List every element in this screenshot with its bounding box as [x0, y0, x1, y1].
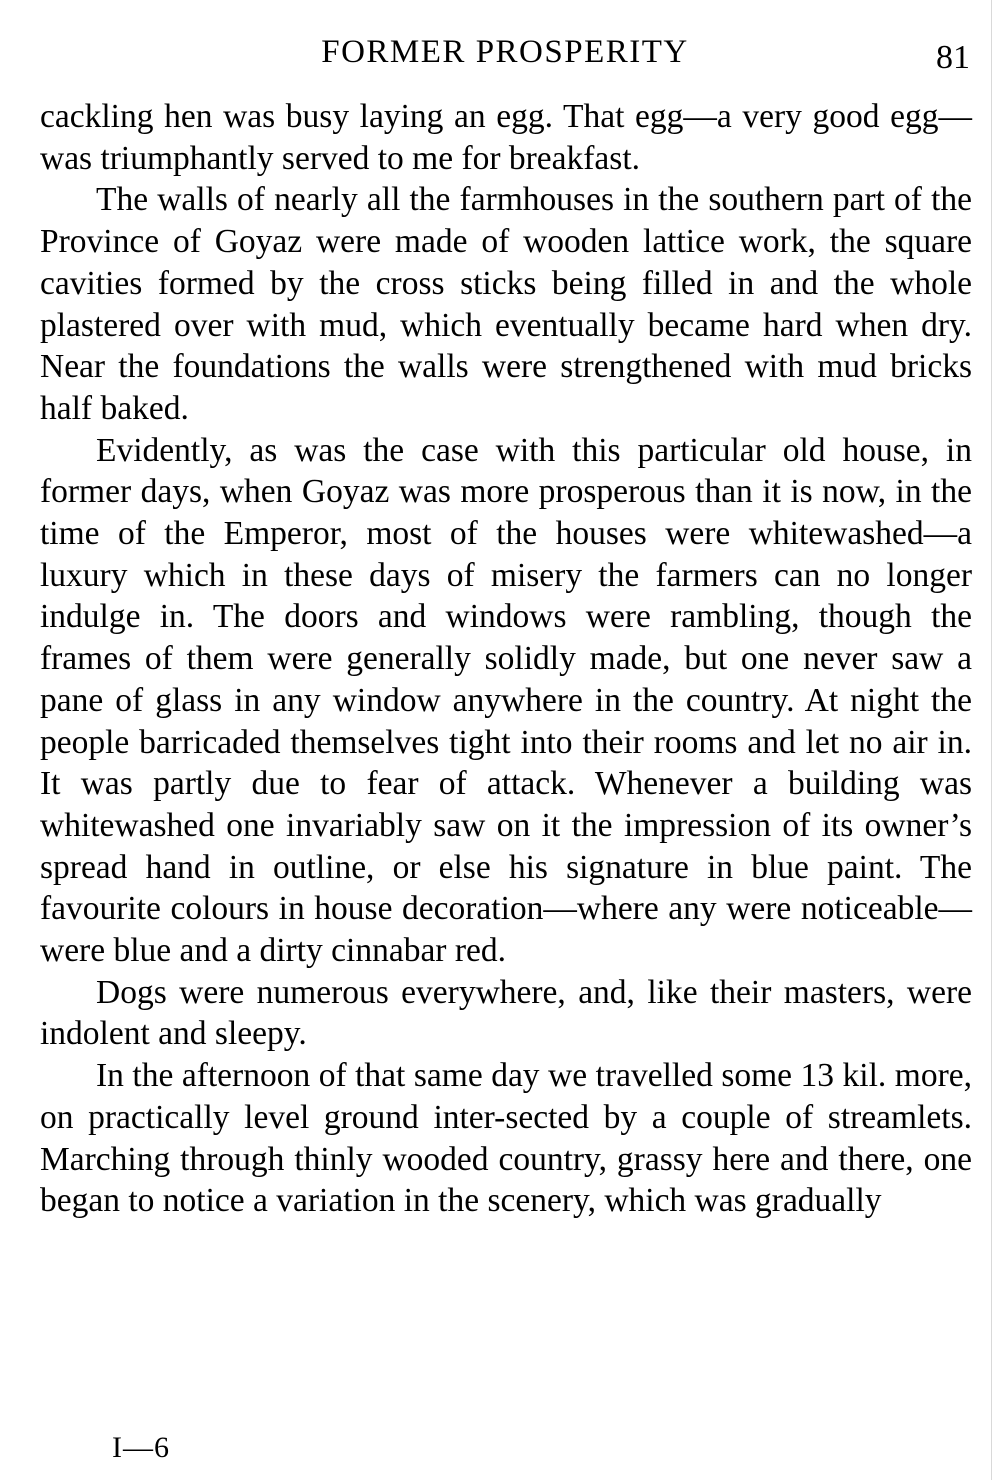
- page-edge-divider: [991, 0, 992, 1480]
- running-title: FORMER PROSPERITY: [321, 34, 689, 70]
- page-number: 81: [936, 39, 970, 76]
- paragraph: Evidently, as was the case with this particular old house, in former days, when Goyaz was more prosperous than it is now, in the time of the Emperor, most of the houses were whitewashed—a luxury which in these days of misery the farmers can no longer indulge in. The doors and windows were rambling, though the frames of them were generally solidly made, but one never saw a pane of glass in any window anywhere in the country. At night the people barricaded themselves tight into their rooms and let no air in. It was partly due to fear of attack. Whenever a building was whitewashed one invariably saw on it the impression of its owner’s spread hand in outline, or else his signature in blue paint. The favourite colours in house decoration—where any were noticeable—were blue and a dirty cinnabar red.: [40, 431, 972, 970]
- running-head: [40, 30, 970, 74]
- paragraph: In the afternoon of that same day we travelled some 13 kil. more, on practically level ground inter-sected by a couple of streamlets. Marching through thinly wooded country, grassy here and there, one began to notice a variation in the scenery, which was gradually: [40, 1057, 972, 1220]
- paragraph: Dogs were numerous everywhere, and, like their masters, were indolent and sleepy.: [40, 973, 972, 1053]
- paragraph-continued: cackling hen was busy laying an egg. That egg—a very good egg—was triumphantly served to me for breakfast.: [40, 98, 972, 177]
- paragraph: The walls of nearly all the farmhouses in the southern part of the Province of Goyaz were made of wooden lattice work, the square cavities formed by the cross sticks being filled in and the whole plastered over with mud, which eventually became hard when dry. Near the foundations the walls were strengthened with mud bricks half baked.: [40, 181, 972, 427]
- signature-mark: I—6: [112, 1431, 170, 1464]
- body-text: [40, 96, 972, 1222]
